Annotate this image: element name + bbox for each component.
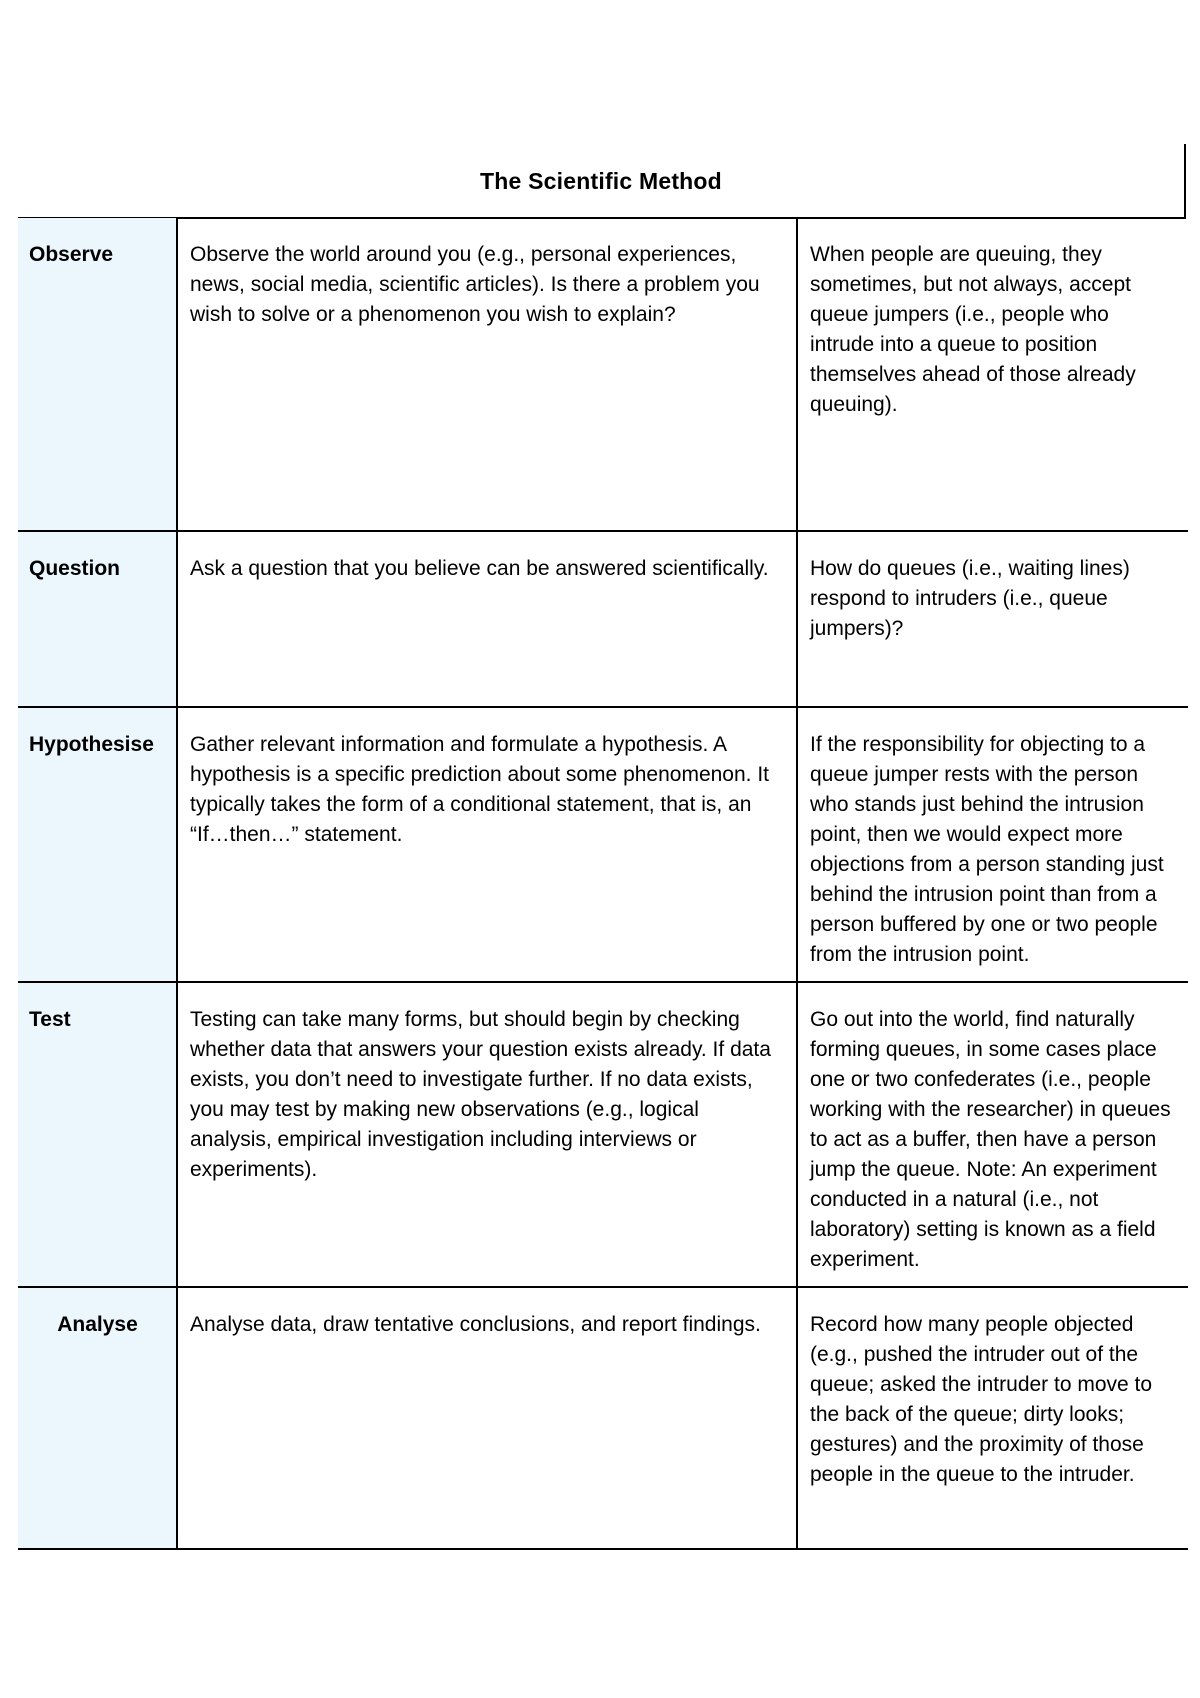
step-example: How do queues (i.e., waiting lines) respond to intruders (i.e., queue jumpers)? xyxy=(797,531,1188,707)
step-example: If the responsibility for objecting to a queue jumper rests with the person who stands just behind the intrusion point, then we would expect more objections from a person standing just behind the intrusion point than from a person buffered by one or two people from the intrusion point. xyxy=(797,707,1188,982)
step-label: Question xyxy=(18,531,177,707)
table-row-test xyxy=(18,982,1188,1287)
step-label: Observe xyxy=(18,218,177,531)
step-label: Test xyxy=(18,982,177,1287)
step-description: Ask a question that you believe can be answered scientifically. xyxy=(177,531,797,707)
table-row-question xyxy=(18,531,1188,707)
step-label: Hypothesise xyxy=(18,707,177,982)
step-description: Observe the world around you (e.g., personal experiences, news, social media, scientific articles). Is there a problem you wish to solve or a phenomenon you wish to explain? xyxy=(177,218,797,531)
step-example: Record how many people objected (e.g., pushed the intruder out of the queue; asked the intruder to move to the back of the queue; dirty looks; gestures) and the proximity of those people in the queue to the intruder. xyxy=(797,1287,1188,1549)
table-row-hypothesise xyxy=(18,707,1188,982)
step-example: When people are queuing, they sometimes, but not always, accept queue jumpers (i.e., people who intrude into a queue to position themselves ahead of those already queuing). xyxy=(797,218,1188,531)
step-example: Go out into the world, find naturally forming queues, in some cases place one or two confederates (i.e., people working with the researcher) in queues to act as a buffer, then have a person jump the queue. Note: An experiment conducted in a natural (i.e., not laboratory) setting is known as a field experiment. xyxy=(797,982,1188,1287)
step-label: Analyse xyxy=(18,1287,177,1549)
step-description: Analyse data, draw tentative conclusions, and report findings. xyxy=(177,1287,797,1549)
title-row xyxy=(18,144,1186,219)
page-title: The Scientific Method xyxy=(480,168,722,194)
table-row-analyse xyxy=(18,1287,1188,1549)
step-description: Gather relevant information and formulate a hypothesis. A hypothesis is a specific prediction about some phenomenon. It typically takes the form of a conditional statement, that is, an “If…then…” statement. xyxy=(177,707,797,982)
table-row-observe xyxy=(18,218,1188,531)
scientific-method-table xyxy=(18,218,1188,1550)
step-description: Testing can take many forms, but should begin by checking whether data that answers your question exists already. If data exists, you don’t need to investigate further. If no data exists, you may test by making new observations (e.g., logical analysis, empirical investigation including interviews or experiments). xyxy=(177,982,797,1287)
